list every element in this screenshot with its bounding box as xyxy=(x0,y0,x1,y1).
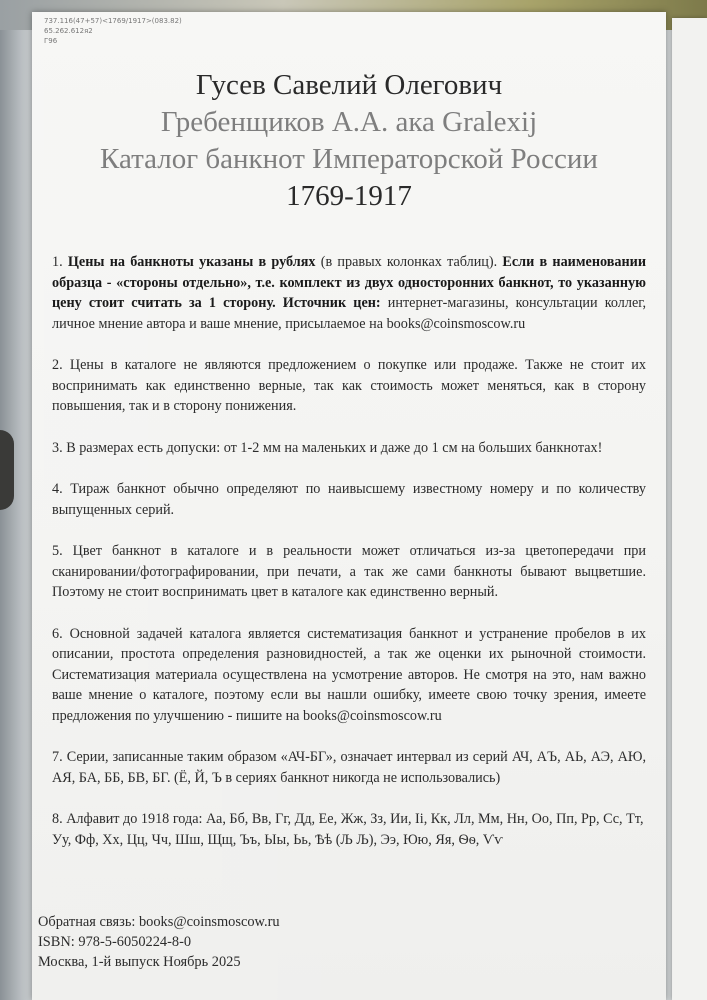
document-page xyxy=(32,12,666,1000)
code-udk: 737.116(47+57)<1769/1917>(083.82) xyxy=(44,17,182,25)
book-title: Каталог банкнот Императорской России xyxy=(100,143,598,175)
note-1-bold-2: Если в наименовании образца - «стороны отдельно», т.е. комплект из двух односторонних банкнот, то указанную цену стоит считать за 1 сторону. Источник цен: xyxy=(52,254,647,311)
note-1-number: 1. xyxy=(52,254,68,270)
title-block xyxy=(32,67,666,215)
note-1-text-2: интернет-магазины, консультации коллег, личное мнение автора и ваше мнение, присылаемое на books@coinsmoscow.ru xyxy=(52,295,647,332)
classification-codes xyxy=(44,16,182,46)
code-author-mark: Г96 xyxy=(44,37,58,45)
note-8: 8. Алфавит до 1918 года: Аа, Бб, Вв, Гг, Дд, Ее, Жж, Зз, Ии, Іі, Кк, Лл, Мм, Нн, Оо, Пп, Рр, Сс, Тт, Уу, Фф, Хх, Цц, Чч, Шш, Щщ, Ъъ, Ыы, Ьь, Ѣѣ (Љ Љ), Ээ, Юю, Яя, Ѳѳ, Ѵѵ xyxy=(52,811,644,848)
note-7: 7. Серии, записанные таким образом «АЧ-БГ», означает интервал из серий АЧ, АЪ, АЬ, АЭ, АЮ, АЯ, БА, ББ, БВ, БГ. (Ё, Й, Ъ в сериях банкнот никогда не использовались) xyxy=(52,749,646,786)
book-years: 1769-1917 xyxy=(286,180,412,212)
edition-line: Москва, 1-й выпуск Ноябрь 2025 xyxy=(38,954,241,970)
imprint xyxy=(38,912,438,972)
note-1 xyxy=(52,252,646,334)
note-2: 2. Цены в каталоге не являются предложением о покупке или продаже. Также не стоит их воспринимать как единственно верные, так как стоимость может меняться, как в сторону повышения, так и в сторону понижения. xyxy=(52,357,646,414)
note-6: 6. Основной задачей каталога является систематизация банкнот и устранение пробелов в их описании, простота определения разновидностей, а так же оценки их рыночной стоимости. Систематизация материала осуществлена на усмотрение авторов. Не смотря на это, нам важно ваше мнение о каталоге, поэтому если вы нашли ошибку, имеете свою точку зрения, имеете предложения по улучшению - пишите на books@coinsmoscow.ru xyxy=(52,625,646,724)
note-1-bold-1: Цены на банкноты указаны в рублях xyxy=(67,254,316,270)
isbn-line: ISBN: 978-5-6050224-8-0 xyxy=(38,934,192,950)
note-4: 4. Тираж банкнот обычно определяют по наивысшему известному номеру и по количеству выпущенных серий. xyxy=(52,481,646,518)
next-page-edge xyxy=(672,18,707,1000)
code-bbk: 65.262.612я2 xyxy=(44,27,93,35)
note-5: 5. Цвет банкнот в каталоге и в реальности может отличаться из-за цветопередачи при сканировании/фотографировании, при печати, а так же сами банкноты бывают выцветшие. Поэтому не стоит воспринимать цвет в каталоге как единственно верный. xyxy=(52,543,646,600)
author-primary: Гусев Савелий Олегович xyxy=(195,69,503,101)
note-1-text-1: (в правых колонках таблиц). xyxy=(315,254,503,270)
notes-body xyxy=(52,252,646,871)
note-3: 3. В размерах есть допуски: от 1-2 мм на маленьких и даже до 1 см на больших банкнотах! xyxy=(52,439,603,456)
photo-background-object xyxy=(0,430,14,510)
feedback-line: Обратная связь: books@coinsmoscow.ru xyxy=(38,914,280,930)
author-secondary: Гребенщиков А.А. ака Gralexij xyxy=(160,106,538,138)
